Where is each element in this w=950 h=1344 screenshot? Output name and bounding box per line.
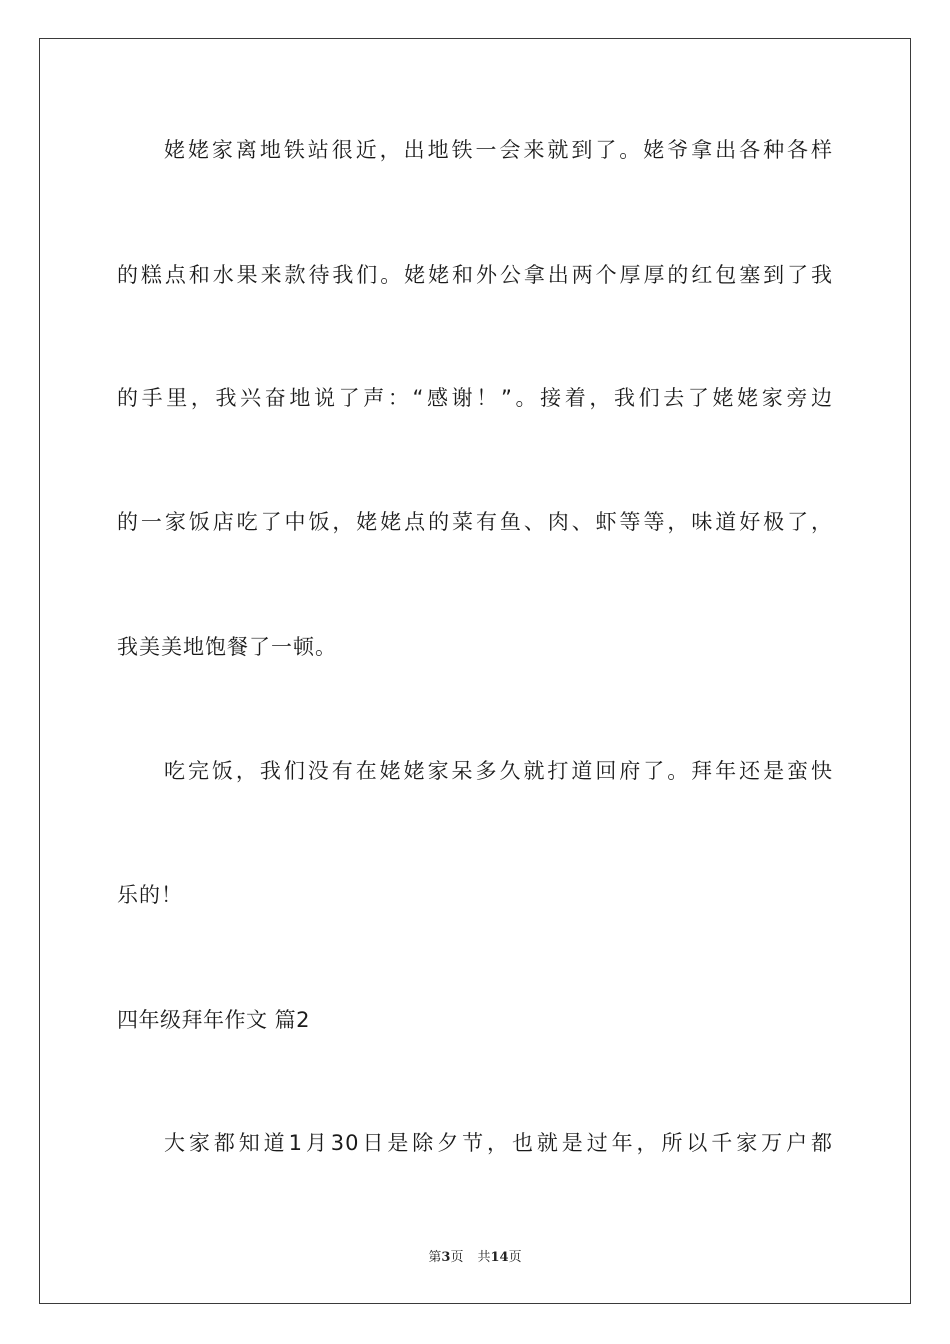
page-prefix: 第 [428,1250,442,1265]
paragraph-2-line-2: 乐的！ [117,883,183,907]
section-heading: 四年级拜年作文 篇2 [117,1008,311,1032]
paragraph-1-line-5: 我美美地饱餐了一顿。 [117,635,337,659]
total-suffix: 页 [508,1250,522,1265]
paragraph-2-line-1: 吃完饭，我们没有在姥姥家呆多久就打道回府了。拜年还是蛮快 [164,759,833,783]
page-footer [0,1246,950,1265]
paragraph-1-line-1: 姥姥家离地铁站很近，出地铁一会来就到了。姥爷拿出各种各样 [164,138,833,162]
total-page-number: 14 [490,1250,509,1265]
paragraph-3-line-1: 大家都知道1月30日是除夕节，也就是过年，所以千家万户都 [164,1131,833,1155]
page-frame [39,38,911,1304]
paragraph-1-line-3: 的手里，我兴奋地说了声：“感谢！”。接着，我们去了姥姥家旁边 [117,386,833,410]
page-suffix: 页 [450,1250,464,1265]
total-prefix: 共 [477,1250,491,1265]
paragraph-1-line-2: 的糕点和水果来款待我们。姥姥和外公拿出两个厚厚的红包塞到了我 [117,263,833,287]
current-page-number: 3 [441,1250,451,1265]
paragraph-1-line-4: 的一家饭店吃了中饭，姥姥点的菜有鱼、肉、虾等等，味道好极了， [117,510,833,534]
